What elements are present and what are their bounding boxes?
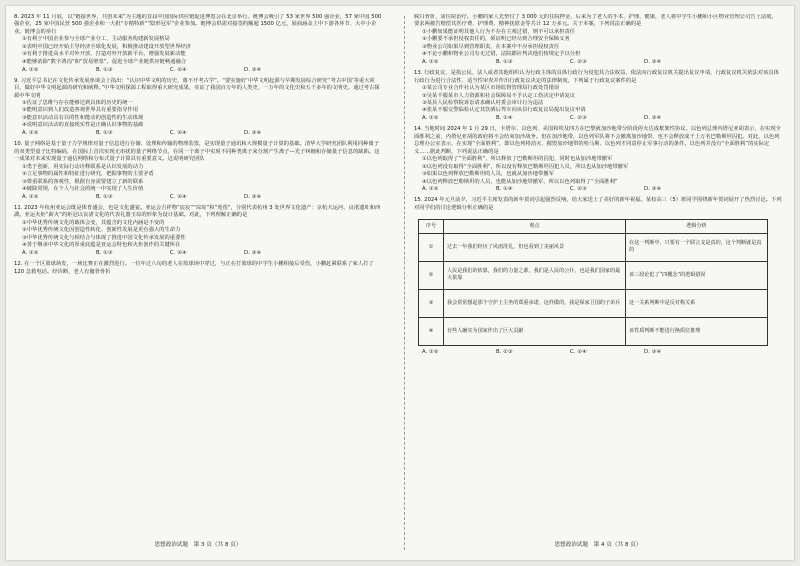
table-cell-logic: 该性质判断不能进行换质位推理 [626,317,768,345]
logic-analysis-table [418,219,768,346]
question-block [14,205,382,258]
question-statement: ③能意识活动具有目的性和能动的创造性的生动体现 [22,114,144,121]
question-statement: ④张某不服交警临检认定其饮酒后驾车向该县行政复议局提出复议申请 [422,107,586,114]
answer-option[interactable]: D. ③④ [644,348,661,355]
table-cell-num: ① [419,233,444,261]
question-stem: 11. 2023 年杭州亚运会既是体育盛会，也是文化盛宴。亚运会吉祥物“宸宸”“琮琮”和“莲莲”，分别代表杭州 3 处世界文化遗产：京杭大运河、良渚遗址和西湖。亚运火炬“薪火”的炬冠以良渚文化的代表礼器玉琮的形象为设计基础。对此，下列理解正确的是 [14,204,381,219]
question-block [14,14,382,74]
question-list [414,14,782,216]
answer-options [414,115,782,122]
question-stem: 12. 在一个区篮球场发，一场比赛正在激烈进行。一位年过八旬的老人在篮球场中穿过，与正在打篮球的中学生小鹏相接后受伤，小鹏赶紧联系了家人打了 120 急救电话。经诊断，老人有髋骨骨折 [14,261,374,275]
answer-option[interactable]: B. ①③ [96,250,113,257]
table-cell-logic: 在这一判断中，只要有一个联言支是真的，这个判断就是真的 [626,233,768,261]
question-list [14,14,382,279]
spacer [14,276,382,279]
page-footer: 思想政治试题 第 4 页（共 8 页） [554,541,642,548]
question-block [414,70,782,123]
question-statement: ①小鹏如果能证明其他人行为不存在主观过错，则不可以承担责任 [422,28,576,35]
answer-option[interactable]: A. ①② [22,130,39,137]
table-cell-num: ③ [419,289,444,317]
question-statement: ③有利于推进高水平对外开放，打造对外开放新平台，增强发展新动能 [22,51,186,58]
answer-option[interactable]: B. ①③ [96,193,113,200]
question-statement: ①有利于中国企业参与全球产业分工，主动服务构建新发展格局 [22,36,170,43]
answer-option[interactable]: D. ③④ [644,59,661,66]
question-statement: ④能够消除“数字鸿沟”和“贸易壁垒”，促进全球产业链供应链畅通融合 [22,58,187,65]
answer-option[interactable]: C. ②④ [170,250,187,257]
question-stem: 13. 行政复议，是指公民、法人或者其他组织认为行政主体的具体行政行为侵犯其合法权益，依法向行政复议机关提出复议申请，行政复议机关依法对该具体行政行为进行合法性、适当性审查并作出行政复议决定的法律制度。下列属于行政复议案件的是 [414,70,780,84]
question-statement: ②能明意识到人们改造客观世界具有重要指导作用 [22,107,138,114]
question-statement: ③尊重联系的客观性，根据自身需要建立了新的联系 [22,178,144,185]
answer-options [414,59,782,66]
question-statement: ④善于继承中华文化的厚重底蕴是亚运会特色和火炬创作的关键所在 [22,242,181,249]
answer-option[interactable]: B. ①③ [496,59,513,66]
answer-option[interactable]: D. ③④ [244,66,261,73]
question-block [14,78,382,138]
answer-option[interactable]: C. ②③ [570,115,587,122]
question-stem: 9. 习近平总书记在文化传承发展座谈会上指出：“认识中华文明的历史，离不开考古学”。“要实施好‘中华文明起源与早期发展综合研究’‘考古中国’等重大项目，做好中华文明起源的研究和阐释。”中华文明探源工程取得重大研究成果，实证了我国百万年的人类史、一万年的文化史和五千多年的文明史。通过考古探源中华文明 [14,77,380,99]
table-cell-view: 过去一年我们经历了风雨洗礼，但也看到了美丽风景 [444,233,626,261]
answer-option[interactable]: B. ①④ [496,115,513,122]
page-3-column [14,14,382,552]
answer-options [14,250,382,257]
table-header: 序号 [419,219,444,233]
question-statement: ③物业公司如果尽到管理职责，在本案中不应承担侵权责任 [422,43,560,50]
answer-options [14,194,382,201]
answer-option[interactable]: C. ②④ [170,193,187,200]
table-row [419,317,768,345]
answer-option[interactable]: D. ③④ [244,130,261,137]
answer-option[interactable]: D. ③④ [644,115,661,122]
table-cell-view: 人民是我们的依靠，我们的力量之源，我们是人民的公仆，也是我们国家的最大依靠 [444,261,626,289]
answer-option[interactable]: C. ②③ [570,186,587,193]
question-stem: 8. 2023 年 11 月底，以“链接世界，共创未来”为主题的首届中国国际供应链促进博览会在北京举行。链博会吸引了 53 家世界 500 强企业，57 家中国 500 强企业，25 家中国民营 500 强企业和一大批“专精特新”“隐形冠军”企业参加。链博会供需对接签约额超 1500 亿元，展商涵盖上中下游各环节、大中小企业。链博会的举行 [14,14,382,35]
question-statement: ④不论小鹏和物业公司有无过错，法院都应判决他们按规定予以分担 [422,51,581,58]
page-divider [404,16,405,550]
question-stem: 14. 当地时间 2024 年 1 月 29 日，卡塔尔、以色列、美国和埃及四方在巴黎就加沙地带分阶段停火达成框架性协议。以色列总理内塔尼亚胡表示，在实现全面胜利之前，内塔尼亚胡的政府将不会结束加沙战争。但在加沙地带，以色列军队将不会撤离加沙地带，也不会释放成千上万名巴勒斯坦囚犯。对此，以色列总理办公室表示，在实现“全面胜利”，即以色列将消灭、摧毁加沙地带的哈马斯、以色列才同意停止军事行动的条件。以色列并没有“全面胜利”的实际定义……据此判断，下列说法正确的是 [414,126,781,155]
question-block [14,261,382,276]
table-header: 观点 [444,219,626,233]
answer-option[interactable]: D. ③④ [244,250,261,257]
answer-option[interactable]: D. ③④ [244,193,261,200]
question-statement: ②表明中国已经开始主导经济全球化发展，积极推动建设开放型世界经济 [22,43,191,50]
answer-option[interactable]: B. ①③ [496,348,513,355]
question-statement: ③中华优秀传统文化与相结合与体现了推进中国文化传承发展的重要性 [22,234,186,241]
question-statement: ①某公司专业合作社认为某区市场监督管理局行政处罚错误 [422,85,560,92]
answer-option[interactable]: C. ②④ [170,130,187,137]
question-statement: ④说明意识活动的直接现实性是正确认识事物的基础 [22,122,144,129]
question-statement: ②以色列没有取得“全面胜利”，所以没有释放巴勒斯坦囚犯人员，所以也从加沙地带撤军 [422,163,629,170]
question-statement: ③如果以色列释放巴勒斯坦的人员，也就从加沙地带撤军 [422,171,554,178]
answer-option[interactable]: A. ①② [422,115,439,122]
question-block [414,197,782,212]
table-header: 逻辑分析 [626,219,768,233]
question-statement: ④以色列释放巴勒斯坦的人员，也能从加沙地带撤军，所以以色列取得了“全面胜利” [422,178,618,185]
answer-option[interactable]: B. ①④ [496,186,513,193]
answer-option[interactable]: A. ①② [422,348,439,355]
page-footer: 思想政治试题 第 3 页（共 8 页） [154,541,242,548]
question-block [14,141,382,201]
table-cell-view: 我会常常想起那个守护上主坐的郑重承诺，这样做的，我是保家卫国的子弟兵 [444,289,626,317]
question-stem: 15. 2024 年元旦前夕，习近平主席发表的新年贺词引起强烈反响，给大家送上了美好的新年祝福。某校高三（5）班同学围绕新年贺词展开了热烈讨论。下列对同学们的讨论逻辑分析正确的是 [414,197,782,211]
question-statement: ①勇于创新，用实际行动诠释联系是认识发展的动力 [22,163,144,170]
table-row [419,233,768,261]
answer-option[interactable]: D. ③④ [644,186,661,193]
question-statement: ①以色列取得了“全面胜利”，所以释放了巴勒斯坦的囚犯，同时也从加沙地带撤军 [422,156,613,163]
table-cell-logic: 该三段论犯了“四概念”的逻辑错误 [626,261,768,289]
answer-option[interactable]: A. ①② [22,193,39,200]
exam-sheet [6,6,794,560]
answer-option[interactable]: A. ①② [22,250,39,257]
question-statement: ①佐证了思维与存在能够达到具体的历史的统一 [22,99,133,106]
question-options [414,349,782,356]
answer-option[interactable]: C. ②④ [570,348,587,355]
question-statement: ③某县人民检察院诉讼请求确认村委会审计行为违法 [422,99,544,106]
answer-options [414,349,782,356]
answer-options [14,67,382,74]
question-stem: 10. 量子网络是基于量子力学规律对量子信息进行存储、处理和传输的物理装置，是实现量子通讯和大规模量子计算的基础。清华大学研究团队利用同种离子的双类型量子比特编码，在国际上首次实现无串扰的量子网络节点，在同一个离子中实现不同种类离子来分割产生离子—光子纠缠和存储量子信息的缺陷。这一成果对未来实现量子通信网络和分布式量子计算具有重要意义。这说明研究团队 [14,141,380,163]
question-statement: ②小鹏要不承担侵权责任的，须证明已经尽到合理安全保障义务 [422,36,570,43]
table-cell-view: 有些人确实为国家作出了巨大贡献 [444,317,626,345]
question-statement: ②中华优秀传统文化因创造性转化、创新性发展是更有强大的生命力 [22,227,181,234]
answer-option[interactable]: A. ①② [422,186,439,193]
question-statement: ②立足事物的属性和特征进行研究，把握事物的主要矛盾 [22,171,154,178]
question-statement: ①中华优秀传统文化的载体会变，其蕴含的文化内涵是不变的 [22,219,165,226]
answer-option[interactable]: A. ①② [22,66,39,73]
question-stem: 脱臼骨折，需住院治疗。小鹏的家人先垫付了 3 000 元的住院押金，后来为了老人的手术、护理、健康，老人将中学生小鹏和小区物业管理公司告上法庭，要求两被告赔偿其医疗费、护理费、精神抚慰金等共计 12 万多元。关于本案，下列说法正确的是 [414,14,777,28]
table-cell-num: ④ [419,317,444,345]
answer-options [414,186,782,193]
answer-option[interactable]: C. ②③ [570,59,587,66]
answer-option[interactable]: B. ①③ [96,66,113,73]
table-row [419,289,768,317]
question-block [414,126,782,194]
answer-option[interactable]: A. ①② [422,59,439,66]
answer-option[interactable]: B. ①③ [96,130,113,137]
spacer [414,213,782,216]
question-block [414,14,782,67]
page-4-column [414,14,782,552]
question-statement: ②吴某不服某市人力资源和社会保障局不予认定工伤决定申请复议 [422,92,576,99]
table-cell-num: ② [419,261,444,289]
answer-options [14,130,382,137]
table-row [419,261,768,289]
question-statement: ④破除常规，在个人与社会的统一中实现了人生价值 [22,185,144,192]
answer-option[interactable]: C. ②④ [170,66,187,73]
table-cell-logic: 这一关系判断中是反对称关系 [626,289,768,317]
